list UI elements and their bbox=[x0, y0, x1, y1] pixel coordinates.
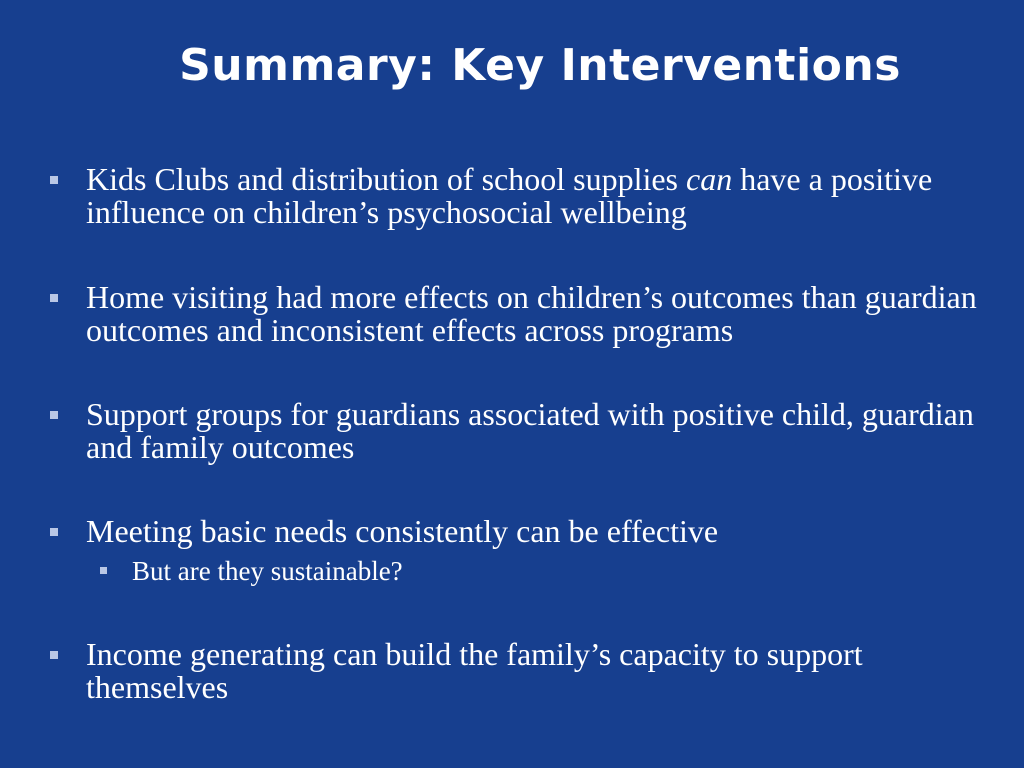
square-bullet-icon bbox=[50, 528, 58, 536]
bullet-text-part: have a positive influence on children’s psychosocial wellbeing bbox=[86, 161, 933, 230]
sub-bullet-item-sustainable bbox=[46, 556, 986, 586]
bullet-item-home-visiting bbox=[46, 281, 986, 347]
bullet-item-kids-clubs bbox=[46, 163, 986, 229]
bullet-item-income-generating bbox=[46, 638, 986, 704]
bullet-list bbox=[46, 163, 986, 704]
bullet-text: Home visiting had more effects on children’s outcomes than guardian outcomes and inconsistent effects across programs bbox=[86, 279, 977, 348]
square-bullet-icon bbox=[50, 651, 58, 659]
slide-title: Summary: Key Interventions bbox=[179, 40, 901, 91]
bullet-text: Meeting basic needs consistently can be effective bbox=[86, 513, 719, 549]
bullet-item-basic-needs bbox=[46, 515, 986, 548]
square-bullet-icon bbox=[50, 176, 58, 184]
square-bullet-icon bbox=[100, 567, 107, 574]
square-bullet-icon bbox=[50, 411, 58, 419]
bullet-text: Income generating can build the family’s capacity to support themselves bbox=[86, 636, 863, 705]
sub-bullet-text: But are they sustainable? bbox=[132, 556, 403, 586]
bullet-text-part: Kids Clubs and distribution of school supplies bbox=[86, 161, 686, 197]
bullet-text: Support groups for guardians associated with positive child, guardian and family outcomes bbox=[86, 396, 974, 465]
bullet-emphasis: can bbox=[686, 161, 733, 197]
bullet-item-support-groups bbox=[46, 398, 986, 464]
square-bullet-icon bbox=[50, 294, 58, 302]
